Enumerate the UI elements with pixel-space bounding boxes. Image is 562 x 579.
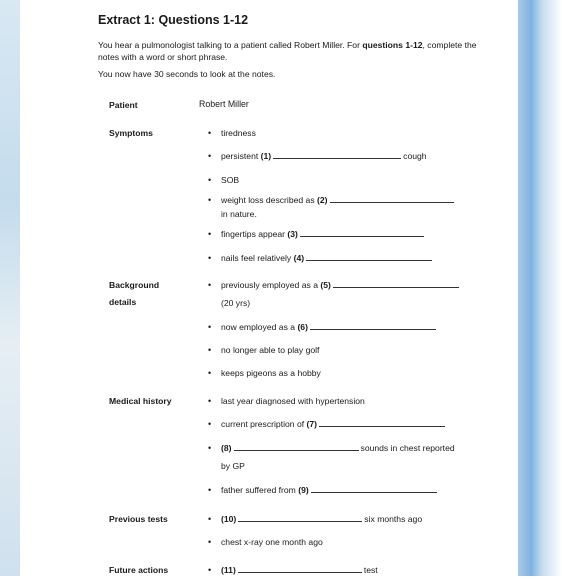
question-number: (11) — [221, 565, 236, 575]
bullet-icon: • — [208, 345, 212, 355]
answer-blank[interactable] — [333, 278, 459, 288]
bullet-icon: • — [208, 253, 212, 263]
answer-blank[interactable] — [330, 193, 454, 203]
medical-history-label: Medical history — [109, 396, 172, 406]
item-text: tiredness — [221, 128, 256, 138]
answer-blank[interactable] — [300, 227, 424, 237]
question-number: (3) — [287, 229, 298, 239]
question-number: (5) — [320, 280, 331, 290]
bullet-icon: • — [208, 322, 212, 332]
bullet-icon: • — [208, 396, 212, 406]
bullet-icon: • — [208, 128, 212, 138]
item-pre: fingertips appear — [221, 229, 288, 239]
item-pre: current prescription of — [221, 419, 307, 429]
item-pre: now employed as a — [221, 322, 298, 332]
instruction-pre: You hear a pulmonologist talking to a patient called Robert Miller. For — [98, 40, 363, 50]
instruction-post: , complete the notes with a word or short phrase. — [98, 40, 477, 62]
time-note: You now have 30 seconds to look at the notes. — [98, 69, 276, 79]
item-post: test — [363, 565, 378, 575]
answer-blank[interactable] — [273, 149, 401, 159]
item-text: SOB — [221, 175, 240, 185]
background-label-line2: details — [109, 297, 137, 307]
instruction-bold: questions 1-12 — [362, 40, 423, 50]
item-post: six months ago — [364, 514, 423, 524]
instruction-text — [98, 39, 488, 63]
question-number: (7) — [306, 419, 318, 429]
bullet-icon: • — [208, 368, 212, 378]
bullet-icon: • — [208, 229, 212, 239]
worksheet-page — [20, 0, 518, 576]
question-number: (8) — [221, 443, 232, 453]
bullet-icon: • — [208, 419, 212, 429]
item-text: chest x-ray one month ago — [221, 537, 323, 547]
background-label: Background — [109, 280, 160, 290]
item-pre: father suffered from — [221, 485, 299, 495]
item-pre: persistent — [221, 151, 261, 161]
question-number: (4) — [293, 253, 305, 263]
bullet-icon: • — [208, 537, 212, 547]
question-number: (2) — [317, 195, 328, 205]
item-post: cough — [403, 151, 427, 161]
answer-blank[interactable] — [306, 251, 432, 261]
answer-blank[interactable] — [238, 563, 362, 573]
symptoms-label: Symptoms — [109, 128, 153, 138]
bullet-icon: • — [208, 565, 212, 575]
patient-name: Robert Miller — [199, 99, 249, 109]
answer-blank[interactable] — [310, 320, 436, 330]
item-pre: weight loss described as — [221, 195, 318, 205]
answer-blank[interactable] — [319, 417, 445, 427]
item-text: keeps pigeons as a hobby — [221, 368, 321, 378]
item-line2: by GP — [221, 461, 245, 471]
bullet-icon: • — [208, 280, 212, 290]
bullet-icon: • — [208, 175, 212, 185]
item-post: sounds in chest reported — [360, 443, 455, 453]
scan-left-margin — [0, 0, 20, 576]
item-line2: in nature. — [221, 209, 257, 219]
question-number: (10) — [221, 514, 237, 524]
item-text: no longer able to play golf — [221, 345, 320, 355]
bullet-icon: • — [208, 151, 212, 161]
answer-blank[interactable] — [238, 512, 362, 522]
bullet-icon: • — [208, 514, 212, 524]
answer-blank[interactable] — [311, 483, 437, 493]
question-number: (6) — [297, 322, 308, 332]
bullet-icon: • — [208, 195, 212, 205]
patient-label: Patient — [109, 100, 138, 110]
scan-right-margin — [518, 0, 562, 576]
answer-blank[interactable] — [234, 441, 359, 451]
item-pre: nails feel relatively — [221, 253, 294, 263]
item-text: last year diagnosed with hypertension — [221, 396, 365, 406]
future-actions-label: Future actions — [109, 565, 169, 575]
item-pre: previously employed as a — [221, 280, 321, 290]
bullet-icon: • — [208, 443, 212, 453]
previous-tests-label: Previous tests — [109, 514, 168, 524]
bullet-icon: • — [208, 485, 212, 495]
question-number: (1) — [260, 151, 272, 161]
extract-title: Extract 1: Questions 1-12 — [98, 13, 249, 27]
item-line2: (20 yrs) — [221, 298, 251, 308]
question-number: (9) — [298, 485, 309, 495]
